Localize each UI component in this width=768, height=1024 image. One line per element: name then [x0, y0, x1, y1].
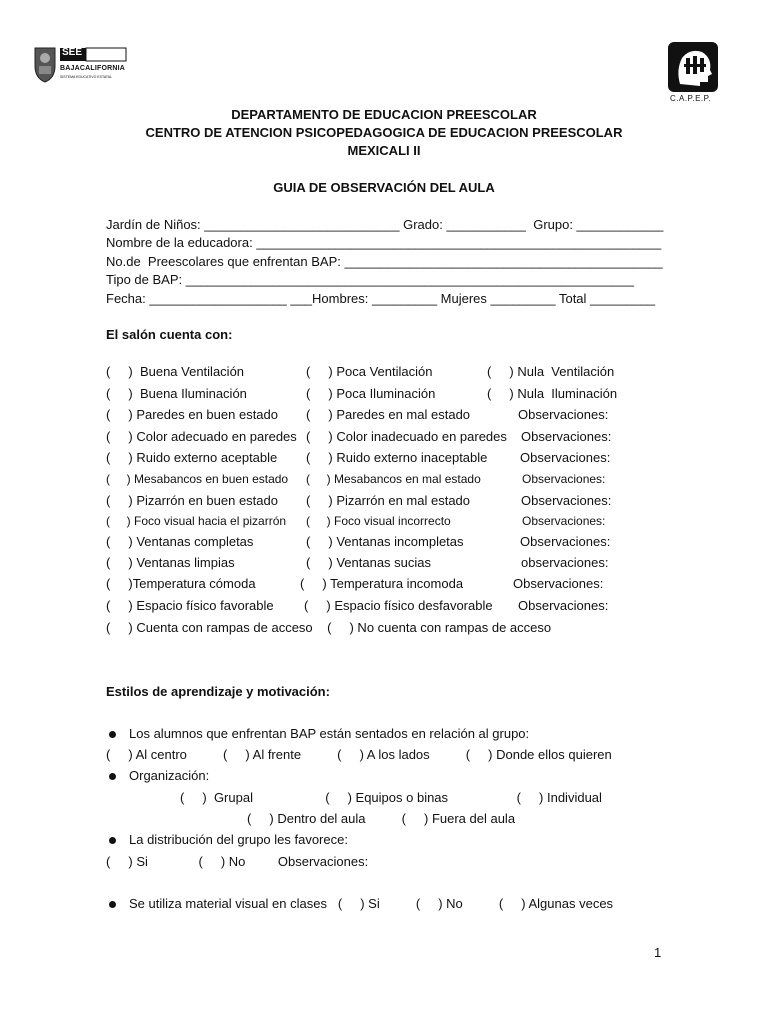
options-sentados: ( ) Al centro ( ) Al frente ( ) A los lados ( ) Donde ellos quieren — [106, 747, 612, 762]
bullet-icon — [109, 837, 116, 844]
salon-item: ( ) Poca Ventilación — [306, 364, 433, 379]
salon-item: ( )Temperatura cómoda — [106, 576, 256, 591]
salon-item: ( ) Temperatura incomoda — [300, 576, 464, 591]
salon-item: ( ) Foco visual incorrecto — [306, 514, 451, 528]
logo-capep-caption: C.A.P.E.P. — [670, 94, 712, 103]
salon-item: ( ) Buena Ventilación — [106, 364, 245, 379]
salon-item: ( ) Ventanas limpias — [106, 555, 235, 570]
salon-item: ( ) Color inadecuado en paredes — [306, 429, 507, 444]
salon-observaciones: Observaciones: — [520, 450, 611, 465]
salon-item: ( ) Mesabancos en mal estado — [306, 472, 481, 486]
logo-bajacalifornia-text: BAJACALIFORNIA — [60, 65, 126, 72]
bullet-icon — [109, 773, 116, 780]
salon-rampas: ( ) Cuenta con rampas de acceso ( ) No cuenta con rampas de acceso — [106, 620, 552, 635]
header-city: MEXICALI II — [347, 143, 421, 158]
logo-sistema-text: SISTEMA EDUCATIVO ESTATAL — [60, 75, 113, 79]
field-preescolares-bap: No.de Preescolares que enfrentan BAP: ____________________________________________ — [106, 254, 663, 269]
field-educadora: Nombre de la educadora: ________________________________________________________ — [106, 235, 662, 250]
see-baja-california-logo — [33, 44, 133, 86]
salon-item: ( ) Poca Iluminación — [306, 386, 436, 401]
question-organizacion: Organización: — [129, 768, 210, 783]
salon-item: ( ) Nula Ventilación — [487, 364, 615, 379]
salon-observaciones: Observaciones: — [518, 598, 609, 613]
salon-observaciones: Observaciones: — [522, 472, 606, 486]
salon-item: ( ) Foco visual hacia el pizarrón — [106, 514, 287, 528]
salon-observaciones: Observaciones: — [521, 429, 612, 444]
salon-observaciones: Observaciones: — [518, 407, 609, 422]
field-tipo-bap: Tipo de BAP: ______________________________________________________________ — [106, 272, 634, 287]
salon-item: ( ) Pizarrón en mal estado — [306, 493, 471, 508]
question-distribucion: La distribución del grupo les favorece: — [129, 832, 348, 847]
salon-item: ( ) Ventanas incompletas — [306, 534, 464, 549]
question-material-visual: Se utiliza material visual en clases ( ) Si ( ) No ( ) Algunas veces — [129, 896, 614, 911]
salon-item: ( ) Color adecuado en paredes — [106, 429, 297, 444]
salon-item: ( ) Paredes en mal estado — [306, 407, 471, 422]
salon-observaciones: Observaciones: — [521, 493, 612, 508]
salon-heading: El salón cuenta con: — [106, 327, 233, 342]
estilos-heading: Estilos de aprendizaje y motivación: — [106, 684, 330, 699]
salon-observaciones: Observaciones: — [520, 534, 611, 549]
salon-item: ( ) Espacio físico desfavorable — [304, 598, 493, 613]
salon-observaciones: Observaciones: — [522, 514, 606, 528]
salon-item: ( ) Nula Iluminación — [487, 386, 618, 401]
salon-item: ( ) Ruido externo aceptable — [106, 450, 278, 465]
salon-item: ( ) Buena Iluminación — [106, 386, 247, 401]
salon-item: ( ) Paredes en buen estado — [106, 407, 278, 422]
logo-see-text: SEE — [62, 47, 83, 58]
salon-item: ( ) Ventanas completas — [106, 534, 254, 549]
salon-item: ( ) Ruido externo inaceptable — [306, 450, 488, 465]
salon-item: ( ) Mesabancos en buen estado — [106, 472, 289, 486]
field-jardin-grado-grupo: Jardín de Niños: ___________________________ Grado: ___________ Grupo: ____________ — [106, 217, 664, 232]
salon-observaciones: Observaciones: — [513, 576, 604, 591]
bullet-icon — [109, 731, 116, 738]
salon-item: ( ) Pizarrón en buen estado — [106, 493, 278, 508]
header-department: DEPARTAMENTO DE EDUCACION PREESCOLAR — [231, 107, 537, 122]
page-number: 1 — [654, 945, 662, 960]
salon-observaciones: observaciones: — [521, 555, 609, 570]
options-organizacion-a: ( ) Grupal ( ) Equipos o binas ( ) Individual — [180, 790, 602, 805]
question-sentados: Los alumnos que enfrentan BAP están sentados en relación al grupo: — [129, 726, 530, 741]
salon-item: ( ) Espacio físico favorable — [106, 598, 274, 613]
page-title: GUIA DE OBSERVACIÓN DEL AULA — [273, 180, 495, 195]
options-distribucion: ( ) Si ( ) No Observaciones: — [106, 854, 369, 869]
capep-logo — [666, 40, 722, 104]
salon-item: ( ) Ventanas sucias — [306, 555, 432, 570]
options-organizacion-b: ( ) Dentro del aula ( ) Fuera del aula — [247, 811, 516, 826]
bullet-icon — [109, 901, 116, 908]
field-fecha-totales: Fecha: ___________________ ___Hombres: _________ Mujeres _________ Total _________ — [106, 291, 656, 306]
header-center: CENTRO DE ATENCION PSICOPEDAGOGICA DE EDUCACION PREESCOLAR — [145, 125, 623, 140]
head-silhouette-icon — [666, 40, 722, 92]
